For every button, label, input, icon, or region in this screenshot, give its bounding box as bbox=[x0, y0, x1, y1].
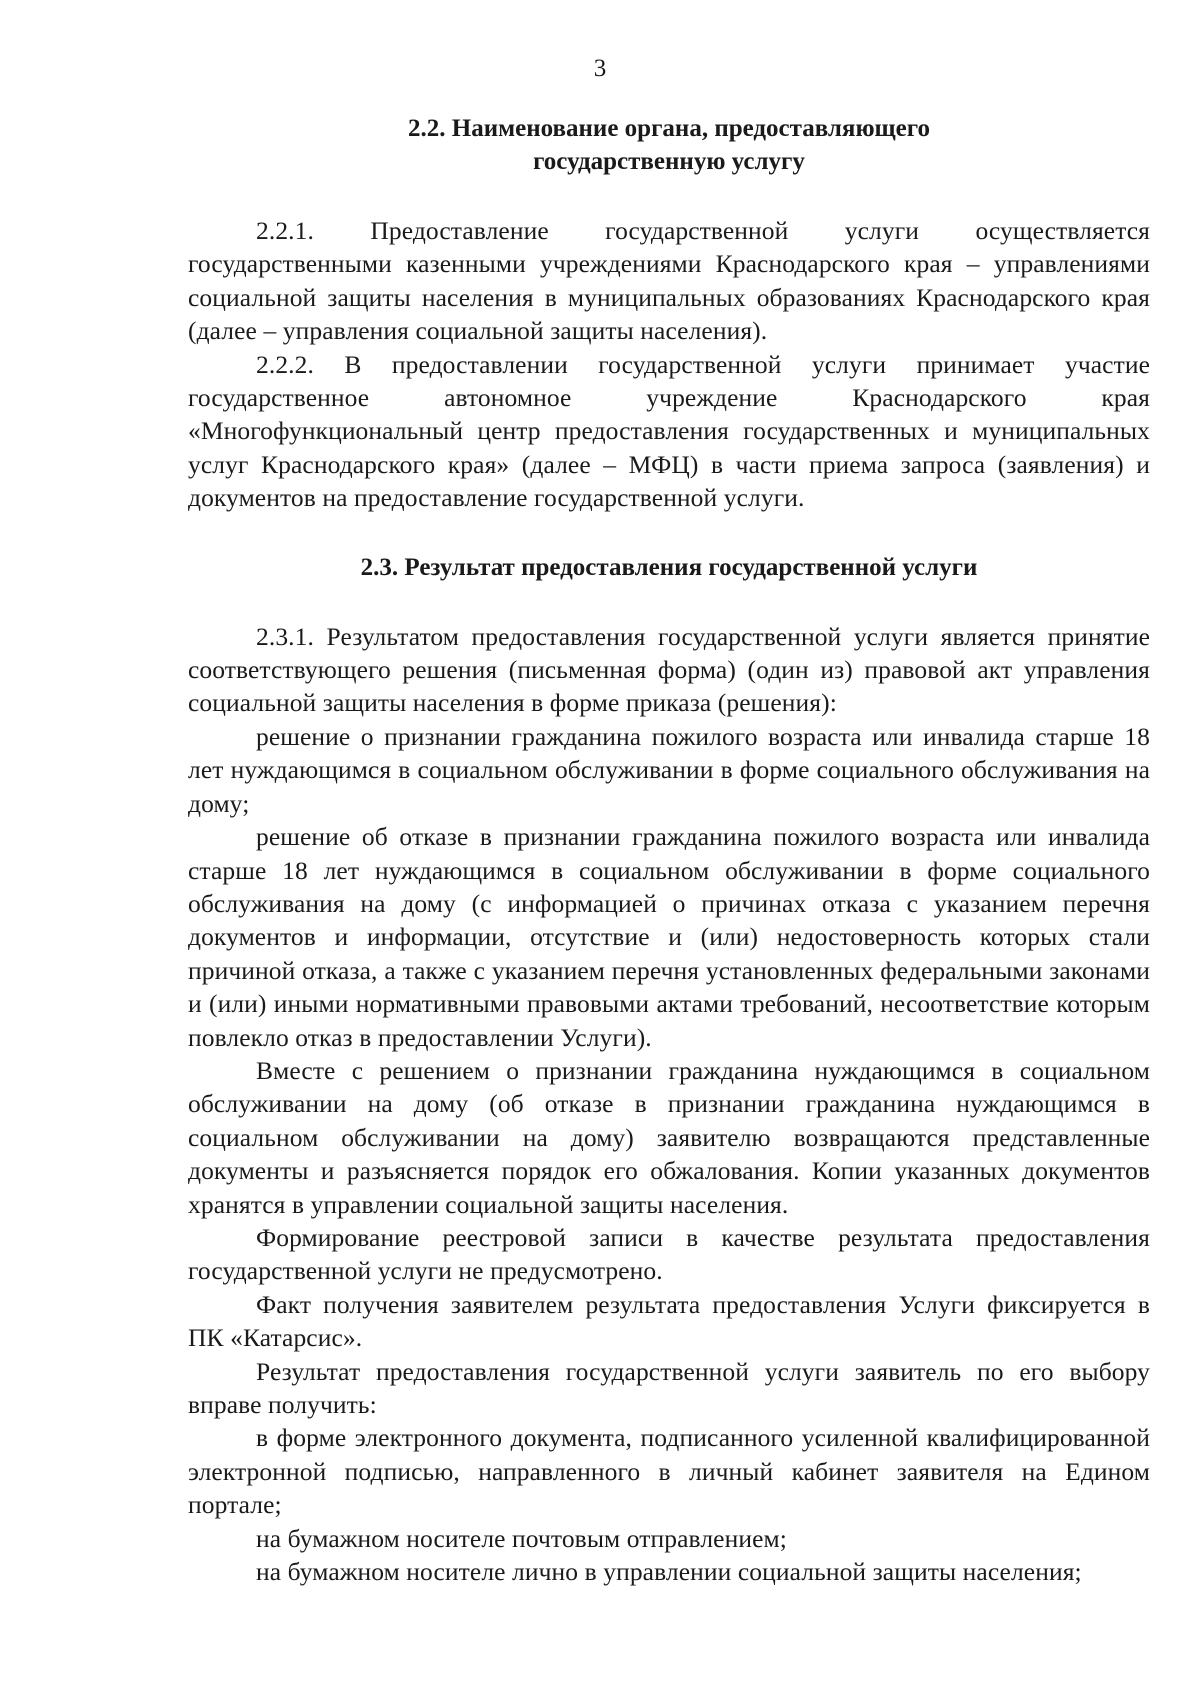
spacer bbox=[188, 178, 1150, 214]
paragraph-decision-refusal: решение об отказе в признании гражданина пожилого возраста или инвалида старше 18 лет нуждающимся в социальном обслуживании в форме социального обслуживания на дому (с информацией о причинах отказа с указанием перечня документов и информации, отсутствие и (или) недостоверность которых стали причиной отказа, а также с указанием перечня установленных федеральными законами и (или) иными нормативными правовыми актами требований, несоответствие которым повлекло отказ в предоставлении Услуги). bbox=[188, 822, 1150, 1052]
list-item-in-person: на бумажном носителе лично в управлении социальной защиты населения; bbox=[256, 1557, 1082, 1587]
section-2-2-heading-line-2: государственную услугу bbox=[533, 148, 805, 175]
spacer bbox=[188, 515, 1150, 551]
spacer bbox=[188, 584, 1150, 620]
paragraph-2-2-1: 2.2.1. Предоставление государственной услуги осуществляется государственными казенными учреждениями Краснодарского края – управлениями социальной защиты населения в муниципальных образованиях Краснодарского края (далее – управления социальной защиты населения). bbox=[188, 216, 1150, 346]
document-body bbox=[188, 112, 1150, 1588]
paragraph-documents-return: Вместе с решением о признании гражданина нуждающимся в социальном обслуживании на дому (об отказе в признании гражданина нуждающимся в социальном обслуживании на дому) заявителю возвращаются представленные документы и разъясняется порядок его обжалования. Копии указанных документов хранятся в управлении социальной защиты населения. bbox=[188, 1055, 1150, 1219]
page-number: 3 bbox=[593, 55, 607, 82]
list-item-electronic-document: в форме электронного документа, подписанного усиленной квалифицированной электронной подписью, направленного в личный кабинет заявителя на Едином портале; bbox=[188, 1423, 1150, 1520]
paragraph-result-fixation: Факт получения заявителем результата предоставления Услуги фиксируется в ПК «Катарсис». bbox=[188, 1289, 1150, 1353]
paragraph-registry-record: Формирование реестровой записи в качестве результата предоставления государственной услуги не предусмотрено. bbox=[188, 1222, 1150, 1286]
paragraph-2-3-1: 2.3.1. Результатом предоставления государственной услуги является принятие соответствующего решения (письменная форма) (один из) правовой акт управления социальной защиты населения в форме приказа (решения): bbox=[188, 621, 1150, 718]
paragraph-2-2-2: 2.2.2. В предоставлении государственной услуги принимает участие государственное автономное учреждение Краснодарского края «Многофункциональный центр предоставления государственных и муниципальных услуг Краснодарского края» (далее – МФЦ) в части приема запроса (заявления) и документов на предоставление государственной услуги. bbox=[188, 349, 1150, 513]
section-2-3-heading: 2.3. Результат предоставления государственной услуги bbox=[360, 553, 978, 581]
paragraph-decision-approval: решение о признании гражданина пожилого возраста или инвалида старше 18 лет нуждающимся в социальном обслуживании в форме социального обслуживания на дому; bbox=[188, 721, 1150, 818]
section-2-2-heading-line-1: 2.2. Наименование органа, предоставляющего bbox=[408, 115, 930, 142]
paragraph-result-delivery: Результат предоставления государственной услуги заявитель по его выбору вправе получить: bbox=[188, 1356, 1150, 1419]
list-item-postal-delivery: на бумажном носителе почтовым отправлением; bbox=[256, 1523, 787, 1553]
section-2-2-heading bbox=[188, 112, 1150, 178]
